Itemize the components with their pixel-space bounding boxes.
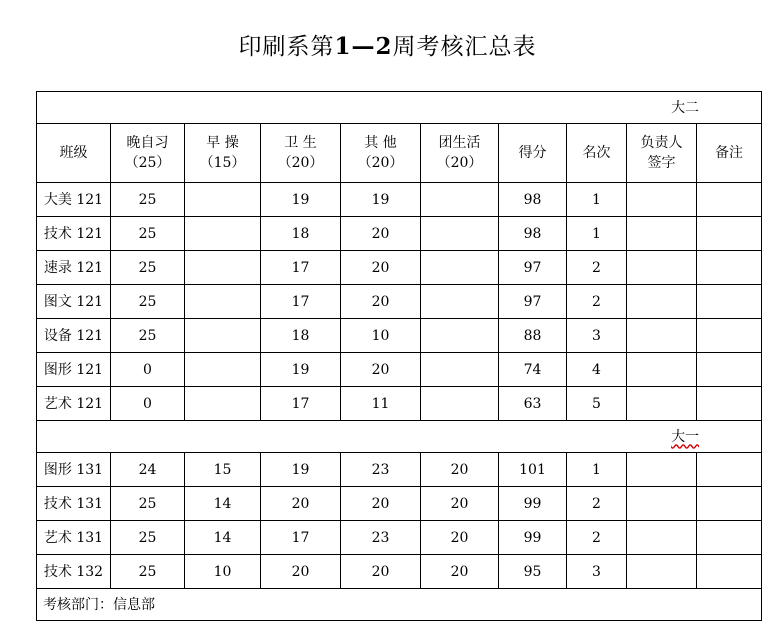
cell-league-activity: [421, 353, 499, 387]
table-row: [37, 217, 762, 251]
cell-evening-study: 25: [111, 251, 185, 285]
cell-hygiene: 17: [261, 285, 341, 319]
header-line1: 负责人: [640, 135, 683, 151]
cell-class: 艺术 121: [37, 387, 111, 421]
cell-class: 速录 121: [37, 251, 111, 285]
cell-rank: 2: [567, 487, 627, 521]
cell-other: 20: [341, 555, 421, 589]
cell-hygiene: 19: [261, 453, 341, 487]
header-line2: （20）: [357, 155, 404, 171]
cell-remarks: [697, 353, 762, 387]
cell-evening-study: 25: [111, 319, 185, 353]
cell-other: 23: [341, 521, 421, 555]
cell-league-activity: [421, 387, 499, 421]
cell-other: 11: [341, 387, 421, 421]
cell-signature: [627, 251, 697, 285]
cell-signature: [627, 487, 697, 521]
header-line2: （20）: [277, 155, 324, 171]
cell-league-activity: [421, 217, 499, 251]
cell-morning-exercise: 14: [185, 521, 261, 555]
cell-morning-exercise: [185, 183, 261, 217]
cell-other: 20: [341, 251, 421, 285]
cell-score: 101: [499, 453, 567, 487]
header-line1: 得分: [518, 145, 547, 161]
cell-league-activity: 20: [421, 487, 499, 521]
cell-rank: 2: [567, 285, 627, 319]
cell-rank: 3: [567, 319, 627, 353]
cell-class: 图形 121: [37, 353, 111, 387]
section-row-senior: [37, 92, 762, 124]
cell-hygiene: 17: [261, 387, 341, 421]
header-class: [37, 124, 111, 183]
cell-rank: 1: [567, 183, 627, 217]
table-row: [37, 521, 762, 555]
assessment-table: [36, 91, 762, 621]
cell-signature: [627, 555, 697, 589]
cell-league-activity: 20: [421, 453, 499, 487]
cell-remarks: [697, 251, 762, 285]
cell-evening-study: 0: [111, 387, 185, 421]
cell-morning-exercise: [185, 319, 261, 353]
cell-rank: 1: [567, 453, 627, 487]
assessment-department: 考核部门：信息部: [37, 589, 762, 621]
header-hygiene: [261, 124, 341, 183]
header-line1: 晚自习: [126, 135, 169, 151]
cell-morning-exercise: [185, 353, 261, 387]
cell-morning-exercise: [185, 251, 261, 285]
cell-signature: [627, 319, 697, 353]
cell-other: 23: [341, 453, 421, 487]
section-label: [37, 421, 762, 453]
cell-rank: 5: [567, 387, 627, 421]
header-line1: 名次: [582, 145, 611, 161]
cell-score: 74: [499, 353, 567, 387]
header-other: [341, 124, 421, 183]
header-line2: （15）: [199, 155, 246, 171]
section-row-junior: [37, 421, 762, 453]
header-line1: 其 他: [364, 135, 397, 151]
header-remarks: [697, 124, 762, 183]
cell-morning-exercise: [185, 217, 261, 251]
cell-class: 艺术 131: [37, 521, 111, 555]
cell-signature: [627, 353, 697, 387]
cell-remarks: [697, 555, 762, 589]
section-label-text: 大一: [671, 428, 700, 445]
footer-row: [37, 589, 762, 621]
cell-league-activity: [421, 285, 499, 319]
cell-class: 大美 121: [37, 183, 111, 217]
header-line2: （20）: [436, 155, 483, 171]
cell-score: 99: [499, 487, 567, 521]
header-morning-exercise: [185, 124, 261, 183]
cell-signature: [627, 217, 697, 251]
cell-evening-study: 25: [111, 521, 185, 555]
cell-class: 技术 132: [37, 555, 111, 589]
cell-remarks: [697, 453, 762, 487]
cell-signature: [627, 453, 697, 487]
cell-other: 20: [341, 217, 421, 251]
table-row: [37, 555, 762, 589]
cell-signature: [627, 387, 697, 421]
cell-morning-exercise: 15: [185, 453, 261, 487]
header-line1: 班级: [59, 145, 88, 161]
cell-remarks: [697, 387, 762, 421]
table-row: [37, 319, 762, 353]
cell-evening-study: 24: [111, 453, 185, 487]
cell-score: 88: [499, 319, 567, 353]
cell-remarks: [697, 183, 762, 217]
title-week-range: 1—2: [334, 33, 393, 60]
cell-remarks: [697, 319, 762, 353]
table-row: [37, 453, 762, 487]
cell-rank: 3: [567, 555, 627, 589]
cell-remarks: [697, 285, 762, 319]
cell-hygiene: 19: [261, 353, 341, 387]
cell-evening-study: 25: [111, 183, 185, 217]
table-row: [37, 387, 762, 421]
header-signature: [627, 124, 697, 183]
cell-hygiene: 17: [261, 251, 341, 285]
cell-score: 98: [499, 183, 567, 217]
cell-morning-exercise: [185, 285, 261, 319]
section-label: 大二: [37, 92, 762, 124]
cell-morning-exercise: [185, 387, 261, 421]
cell-score: 63: [499, 387, 567, 421]
cell-other: 19: [341, 183, 421, 217]
cell-league-activity: [421, 183, 499, 217]
title-suffix: 周考核汇总表: [392, 34, 537, 60]
cell-score: 98: [499, 217, 567, 251]
cell-evening-study: 25: [111, 555, 185, 589]
header-line2: （25）: [124, 155, 171, 171]
header-rank: [567, 124, 627, 183]
cell-league-activity: [421, 251, 499, 285]
cell-score: 97: [499, 285, 567, 319]
table-row: [37, 487, 762, 521]
cell-rank: 4: [567, 353, 627, 387]
header-score: [499, 124, 567, 183]
cell-remarks: [697, 487, 762, 521]
cell-morning-exercise: 10: [185, 555, 261, 589]
cell-evening-study: 25: [111, 217, 185, 251]
cell-morning-exercise: 14: [185, 487, 261, 521]
header-line1: 团生活: [438, 135, 481, 151]
cell-rank: 1: [567, 217, 627, 251]
header-line1: 备注: [715, 145, 744, 161]
table-row: [37, 183, 762, 217]
header-line1: 早 操: [206, 135, 239, 151]
cell-signature: [627, 285, 697, 319]
header-line1: 卫 生: [284, 135, 317, 151]
cell-hygiene: 20: [261, 555, 341, 589]
header-line2: 签字: [647, 155, 676, 171]
cell-class: 技术 131: [37, 487, 111, 521]
cell-evening-study: 25: [111, 285, 185, 319]
cell-rank: 2: [567, 521, 627, 555]
cell-hygiene: 18: [261, 319, 341, 353]
cell-hygiene: 18: [261, 217, 341, 251]
table-row: [37, 285, 762, 319]
header-evening-study: [111, 124, 185, 183]
cell-league-activity: [421, 319, 499, 353]
cell-class: 技术 121: [37, 217, 111, 251]
cell-league-activity: 20: [421, 521, 499, 555]
cell-other: 20: [341, 285, 421, 319]
page-title: [0, 28, 775, 61]
cell-other: 10: [341, 319, 421, 353]
cell-score: 95: [499, 555, 567, 589]
title-prefix: 印刷系第: [238, 34, 335, 60]
cell-hygiene: 20: [261, 487, 341, 521]
cell-hygiene: 19: [261, 183, 341, 217]
table-row: [37, 353, 762, 387]
cell-score: 99: [499, 521, 567, 555]
cell-remarks: [697, 521, 762, 555]
cell-evening-study: 25: [111, 487, 185, 521]
cell-class: 图文 121: [37, 285, 111, 319]
cell-score: 97: [499, 251, 567, 285]
cell-other: 20: [341, 487, 421, 521]
cell-class: 设备 121: [37, 319, 111, 353]
cell-signature: [627, 183, 697, 217]
header-row: [37, 124, 762, 183]
cell-class: 图形 131: [37, 453, 111, 487]
cell-remarks: [697, 217, 762, 251]
cell-hygiene: 17: [261, 521, 341, 555]
cell-signature: [627, 521, 697, 555]
header-league-activity: [421, 124, 499, 183]
cell-evening-study: 0: [111, 353, 185, 387]
table-row: [37, 251, 762, 285]
cell-league-activity: 20: [421, 555, 499, 589]
cell-rank: 2: [567, 251, 627, 285]
cell-other: 20: [341, 353, 421, 387]
